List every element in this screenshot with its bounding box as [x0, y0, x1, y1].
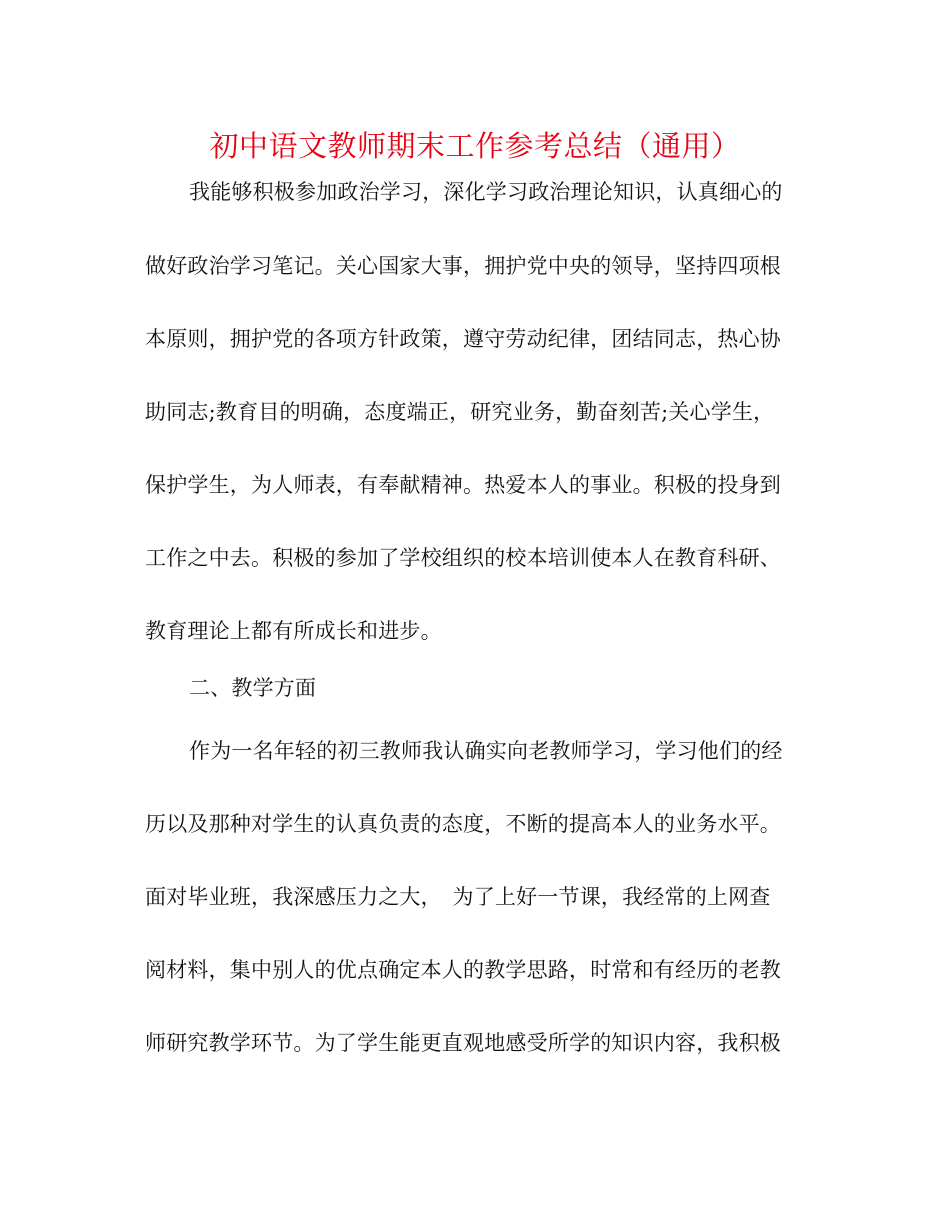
text-line: 作为一名年轻的初三教师我认确实向老教师学习，学习他们的经: [189, 739, 783, 763]
text-line: 保护学生，为人师表，有奉献精神。热爱本人的事业。积极的投身到: [145, 473, 781, 497]
text-line: 师研究教学环节。为了学生能更直观地感受所学的知识内容，我积极: [145, 1031, 781, 1055]
text-line: 历以及那种对学生的认真负责的态度，不断的提高本人的业务水平。: [145, 812, 781, 836]
document-title: 初中语文教师期末工作参考总结（通用）: [209, 129, 741, 163]
text-line: 助同志;教育目的明确，态度端正，研究业务，勤奋刻苦;关心学生，: [145, 400, 775, 424]
text-line: 做好政治学习笔记。关心国家大事，拥护党中央的领导，坚持四项根: [145, 254, 781, 278]
section-heading: 二、教学方面: [189, 676, 317, 700]
text-line: 阅材料，集中别人的优点确定本人的教学思路，时常和有经历的老教: [145, 958, 781, 982]
text-line: 教育理论上都有所成长和进步。: [145, 619, 442, 643]
text-line: 面对毕业班，我深感压力之大， 为了上好一节课，我经常的上网查: [145, 885, 771, 909]
text-line: 我能够积极参加政治学习，深化学习政治理论知识，认真细心的: [189, 180, 783, 204]
text-line: 工作之中去。积极的参加了学校组织的校本培训使本人在教育科研、: [145, 546, 781, 570]
text-line: 本原则，拥护党的各项方针政策，遵守劳动纪律，团结同志，热心协: [145, 327, 781, 351]
